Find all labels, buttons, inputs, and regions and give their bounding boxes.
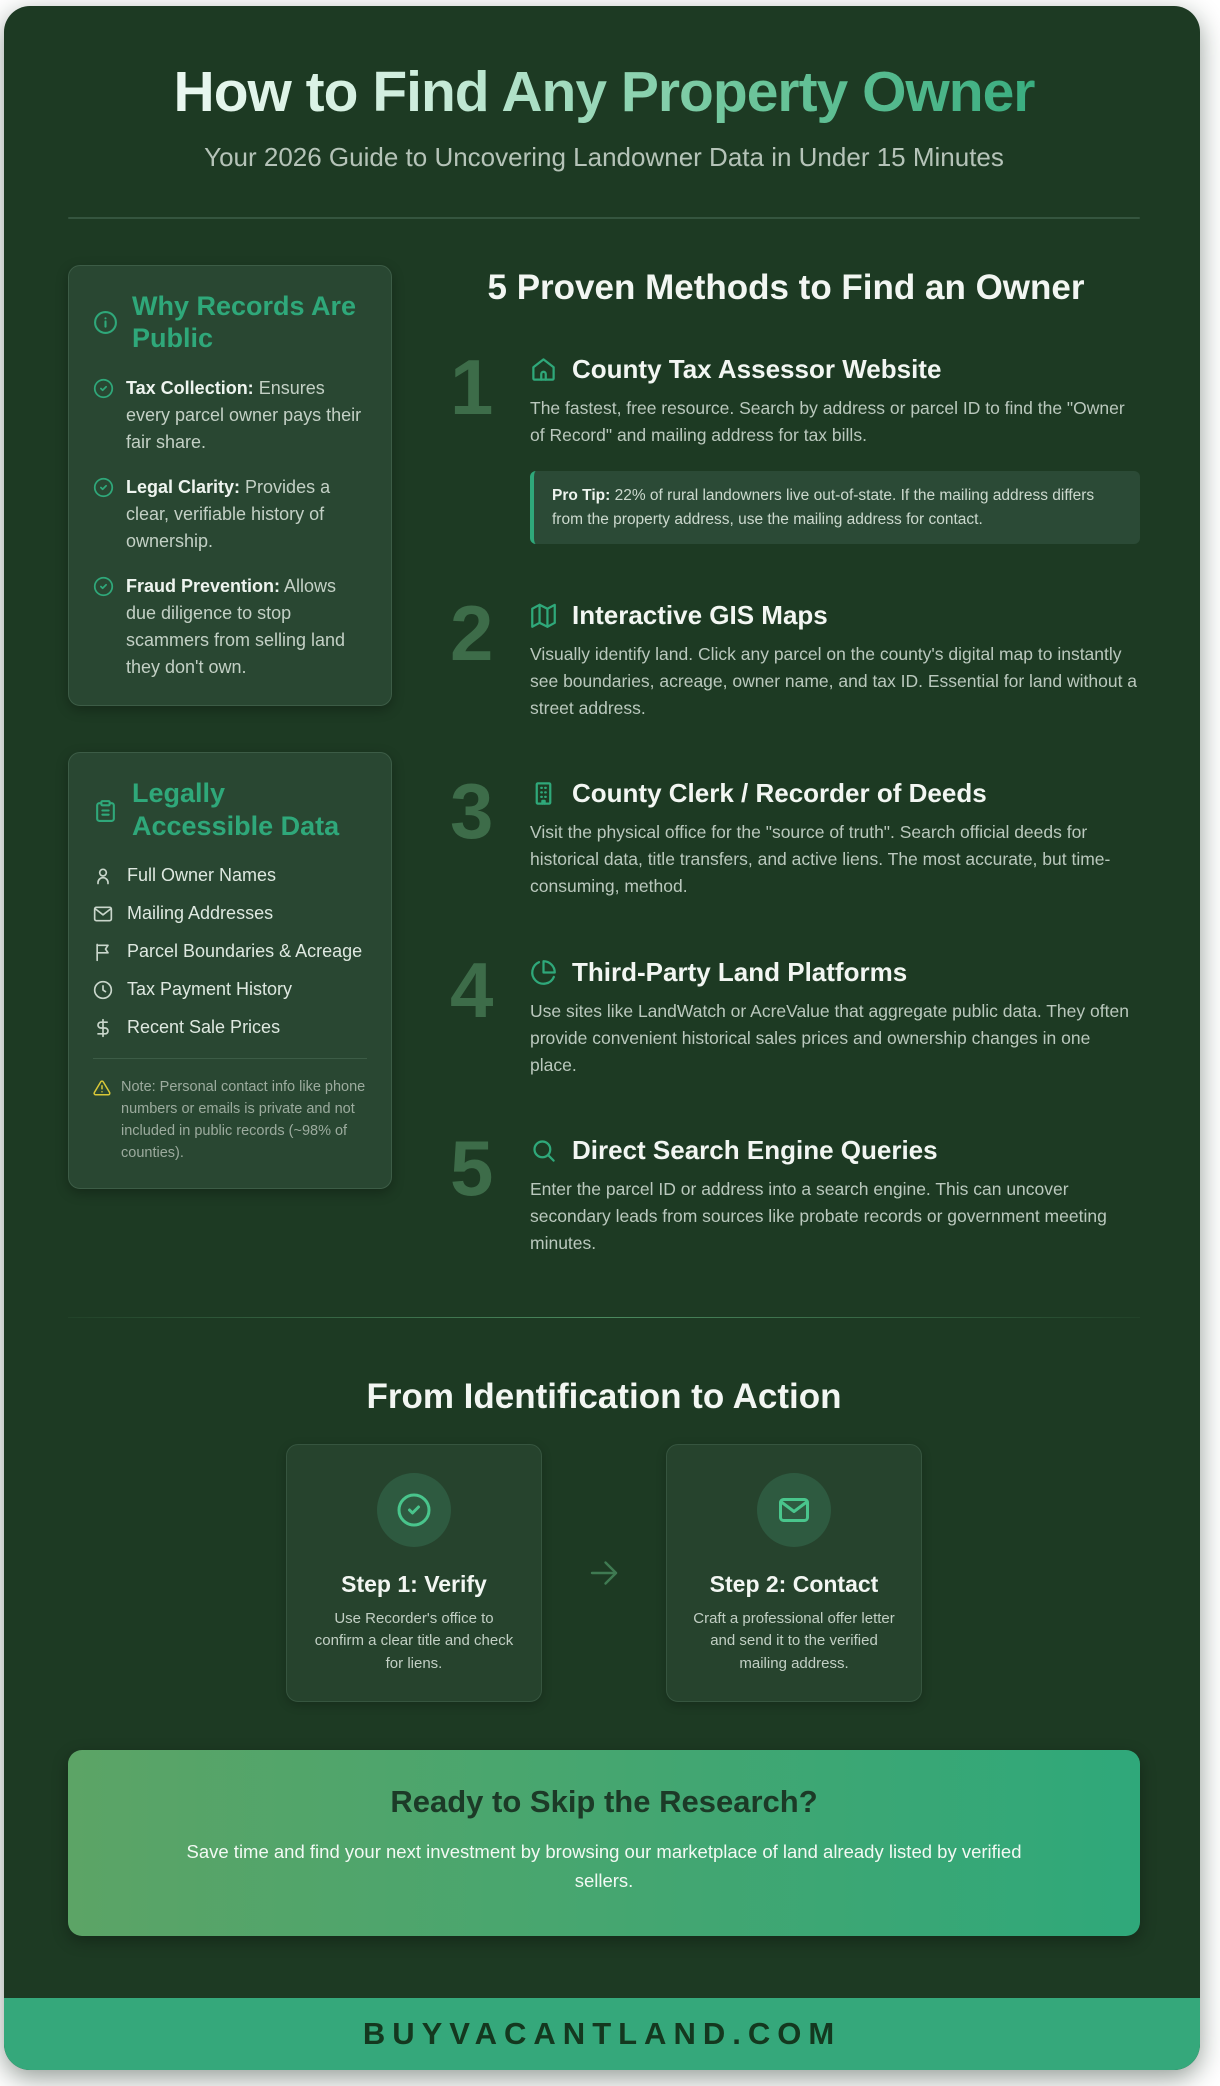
list-item bbox=[93, 474, 367, 555]
step-description: Craft a professional offer letter and send it to the verified mailing address. bbox=[693, 1609, 895, 1672]
poster-content bbox=[4, 6, 1200, 1936]
privacy-note bbox=[93, 1058, 367, 1164]
user-icon bbox=[93, 866, 113, 886]
list-item bbox=[93, 979, 367, 1000]
why-records-list bbox=[93, 375, 367, 681]
list-item bbox=[93, 375, 367, 456]
page-subtitle: Your 2026 Guide to Uncovering Landowner Data in Under 15 Minutes bbox=[204, 141, 1004, 172]
data-item-label: Parcel Boundaries & Acreage bbox=[127, 941, 363, 962]
data-item-label: Full Owner Names bbox=[127, 865, 277, 886]
dollar-icon bbox=[93, 1018, 113, 1038]
section-divider bbox=[68, 1317, 1140, 1318]
methods-section bbox=[432, 265, 1140, 1258]
cta-banner bbox=[68, 1750, 1140, 1935]
method-description: Visually identify land. Click any parcel on the county's digital map to instantly see boundaries, acreage, owner name, and tax ID. Essential for land without a street address. bbox=[530, 643, 1138, 719]
method-description: The fastest, free resource. Search by address or parcel ID to find the "Owner of Record" and mailing address for tax bills. bbox=[530, 398, 1125, 446]
data-item-label: Recent Sale Prices bbox=[127, 1017, 281, 1038]
accessible-data-card-header bbox=[93, 777, 367, 843]
pro-tip-label: Pro Tip: bbox=[552, 487, 611, 505]
check-circle-icon bbox=[396, 1492, 432, 1528]
check-circle-icon bbox=[93, 576, 114, 681]
why-item-label: Legal Clarity: bbox=[126, 477, 241, 498]
method-title: County Tax Assessor Website bbox=[572, 354, 942, 385]
method-body bbox=[530, 600, 1140, 722]
why-records-card bbox=[68, 265, 392, 707]
step-card-contact bbox=[666, 1444, 922, 1703]
building-icon bbox=[530, 780, 557, 807]
why-records-title: Why Records Are Public bbox=[132, 290, 357, 354]
method-description: Enter the parcel ID or address into a search engine. This can uncover secondary leads from sources like probate records or government meeting minutes. bbox=[530, 1178, 1107, 1254]
pro-tip-text: 22% of rural landowners live out-of-state. If the mailing address differs from the property address, use the mailing address for contact. bbox=[552, 487, 1095, 528]
method-header bbox=[530, 600, 1140, 631]
why-item-text bbox=[126, 573, 367, 681]
method-title: County Clerk / Recorder of Deeds bbox=[572, 778, 987, 809]
method-number: 4 bbox=[450, 945, 494, 1034]
method-item bbox=[432, 343, 1140, 544]
step-title: Step 2: Contact bbox=[709, 1570, 879, 1597]
check-circle-icon bbox=[93, 378, 114, 456]
accessible-data-list bbox=[93, 865, 367, 1038]
list-item bbox=[93, 1017, 367, 1038]
check-circle-icon bbox=[93, 477, 114, 555]
home-icon bbox=[530, 356, 557, 383]
list-item bbox=[93, 573, 367, 681]
flow-cards bbox=[68, 1444, 1140, 1703]
method-item bbox=[432, 1123, 1140, 1257]
method-number: 1 bbox=[450, 343, 494, 432]
list-item bbox=[93, 941, 367, 962]
main-columns bbox=[68, 265, 1140, 1258]
privacy-note-text: Note: Personal contact info like phone numbers or emails is private and not included in public records (~98% of counties). bbox=[121, 1079, 366, 1161]
why-item-body: Provides a clear, verifiable history of ownership. bbox=[126, 477, 331, 552]
step-description: Use Recorder's office to confirm a clear title and check for liens. bbox=[314, 1609, 514, 1672]
method-header bbox=[530, 778, 1140, 809]
infographic-poster bbox=[4, 6, 1200, 2070]
step-icon-badge bbox=[757, 1473, 831, 1547]
flow-section bbox=[68, 1374, 1140, 1702]
sidebar bbox=[68, 265, 392, 1190]
page-title: How to Find Any Property Owner bbox=[68, 60, 1140, 126]
method-header bbox=[530, 1135, 1140, 1166]
footer-bar bbox=[4, 1998, 1200, 2070]
arrow-right-icon bbox=[586, 1555, 622, 1591]
method-body bbox=[530, 1135, 1140, 1257]
list-item bbox=[93, 903, 367, 924]
method-number: 5 bbox=[450, 1123, 494, 1212]
why-item-text bbox=[126, 375, 367, 456]
pie-chart-icon bbox=[530, 959, 557, 986]
header-divider bbox=[68, 217, 1140, 219]
method-item bbox=[432, 588, 1140, 722]
step-icon-badge bbox=[377, 1473, 451, 1547]
data-item-label: Tax Payment History bbox=[127, 979, 293, 1000]
step-card-verify bbox=[286, 1444, 542, 1703]
method-title: Interactive GIS Maps bbox=[572, 599, 828, 630]
search-icon bbox=[530, 1137, 557, 1164]
why-item-body: Ensures every parcel owner pays their fair share. bbox=[126, 378, 362, 453]
flag-icon bbox=[93, 942, 113, 962]
map-icon bbox=[530, 602, 557, 629]
method-description: Visit the physical office for the "source of truth". Search official deeds for historical data, title transfers, and active liens. The most accurate, but time-consuming, method. bbox=[530, 822, 1111, 897]
methods-heading: 5 Proven Methods to Find an Owner bbox=[487, 267, 1085, 307]
method-header bbox=[530, 957, 1140, 988]
brand-domain: BUYVACANTLAND.COM bbox=[362, 2015, 842, 2051]
why-records-card-header bbox=[93, 290, 367, 356]
flow-heading: From Identification to Action bbox=[366, 1377, 842, 1417]
cta-title: Ready to Skip the Research? bbox=[390, 1784, 818, 1820]
why-item-label: Fraud Prevention: bbox=[126, 576, 281, 597]
why-item-body: Allows due diligence to stop scammers from selling land they don't own. bbox=[126, 576, 346, 678]
method-body bbox=[530, 354, 1140, 544]
data-item-label: Mailing Addresses bbox=[127, 903, 274, 924]
mail-icon bbox=[93, 904, 113, 924]
list-item bbox=[93, 865, 367, 886]
why-item-text bbox=[126, 474, 367, 555]
mail-icon bbox=[776, 1492, 812, 1528]
method-item bbox=[432, 767, 1140, 900]
method-number: 2 bbox=[450, 588, 494, 677]
header bbox=[68, 60, 1140, 219]
accessible-data-card bbox=[68, 752, 392, 1189]
method-description: Use sites like LandWatch or AcreValue that aggregate public data. They often provide convenient historical sales prices and ownership changes in one place. bbox=[530, 1000, 1129, 1075]
cta-description: Save time and find your next investment by browsing our marketplace of land already listed by verified sellers. bbox=[186, 1841, 1022, 1891]
methods-list bbox=[432, 343, 1140, 1257]
method-title: Direct Search Engine Queries bbox=[572, 1134, 938, 1165]
why-item-label: Tax Collection: bbox=[126, 378, 254, 399]
method-body bbox=[530, 957, 1140, 1079]
info-icon bbox=[93, 310, 118, 335]
method-header bbox=[530, 354, 1140, 385]
pro-tip-box bbox=[530, 471, 1140, 544]
clock-icon bbox=[93, 980, 113, 1000]
method-title: Third-Party Land Platforms bbox=[572, 956, 908, 987]
warning-triangle-icon bbox=[93, 1079, 111, 1164]
accessible-data-title: Legally Accessible Data bbox=[132, 778, 340, 842]
method-body bbox=[530, 778, 1140, 900]
method-item bbox=[432, 945, 1140, 1079]
step-title: Step 1: Verify bbox=[341, 1570, 487, 1597]
method-number: 3 bbox=[450, 767, 494, 856]
clipboard-icon bbox=[93, 798, 118, 823]
